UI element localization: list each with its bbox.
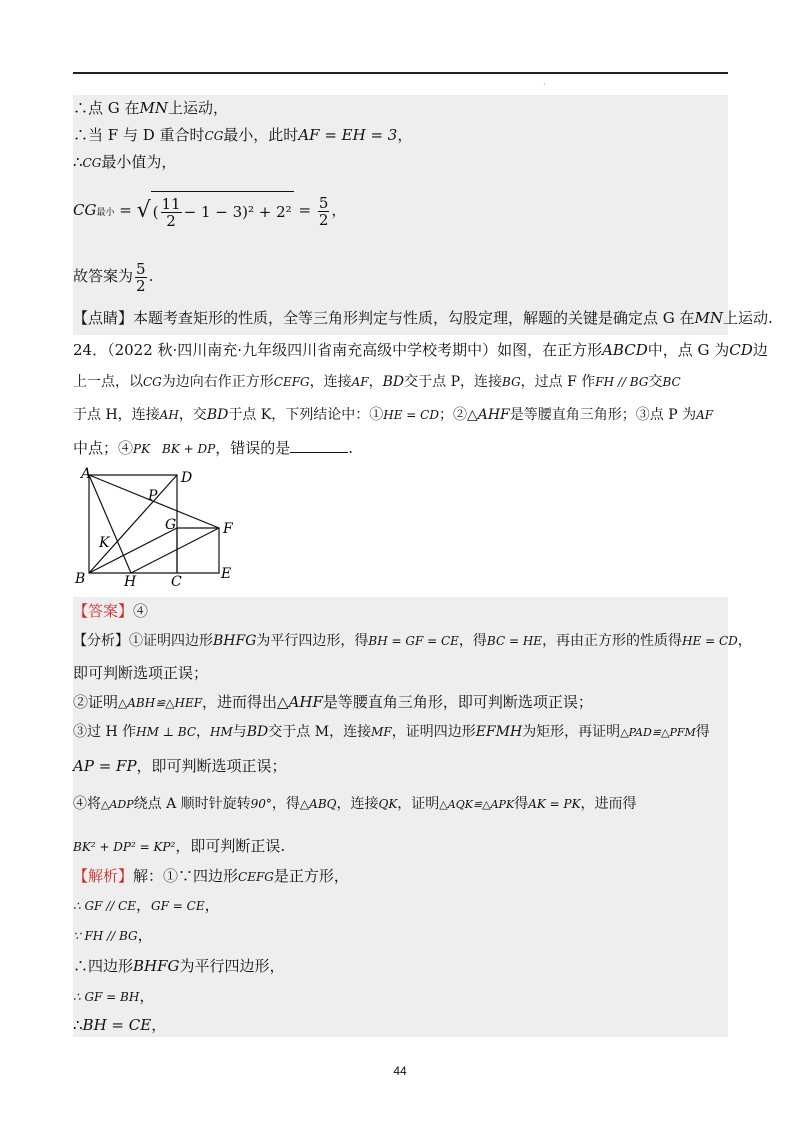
header-dot: · (543, 80, 546, 89)
analysis-line-4: ④将△ADP绕点 A 顺时针旋转90°，得△ABQ，连接QK，证明△AQK≌△APK得AK = PK，进而得 (73, 796, 637, 812)
solution-line-4: ∴四边形BHFG为平行四边形， (73, 957, 285, 975)
segment-bd (89, 475, 177, 573)
line-g-on-mn: ∴点 G 在MN上运动， (73, 99, 229, 117)
analysis-line-2: ②证明△ABH≌△HEF，进而得出△AHF是等腰直角三角形，即可判断选项正误； (73, 693, 593, 711)
solution-line-1: 【解析】解：①∵四边形CEFG是正方形， (73, 867, 349, 885)
geometry-figure (73, 465, 248, 590)
line-dianjing: 【点睛】本题考查矩形的性质，全等三角形判定与性质，勾股定理，解题的关键是确定点 G 在MN上运动. (73, 309, 773, 327)
question-24-line-3: 于点 H，连接AH，交BD于点 K，下列结论中：①HE = CD；②△AHF是等腰直角三角形；③点 P 为AF (73, 407, 714, 423)
min-formula: CG最小 = √ ( $\frac{11}{2}$ − 1 − 3)² + 2² = $\frac{5}{2}$ ， (73, 190, 728, 233)
analysis-line-3: ③过 H 作HM ⊥ BC，HM与BD交于点 M，连接MF，证明四边形EFMH为矩形，再证明△PAD≌△PFM得 (73, 724, 710, 740)
solution-line-5: ∴ GF = BH， (73, 987, 155, 1005)
analysis-line-4b: BK² + DP² = KP²，即可判断正误. (73, 837, 286, 855)
line-answer-value: 故答案为 $\frac{5}{2}$ . (73, 259, 154, 295)
question-24-line-1: 24．（2022 秋·四川南充·九年级四川省南充高级中学校考期中）如图，在正方形ABCD中，点 G 为CD边 (73, 341, 768, 359)
solution-line-6: ∴BH = CE， (73, 1016, 167, 1034)
analysis-line-1: 【分析】①证明四边形BHFG为平行四边形，得BH = GF = CE，得BC = HE，再由正方形的性质得HE = CD， (73, 633, 752, 649)
label-d: D (181, 470, 193, 486)
label-e: E (221, 566, 232, 582)
line-min-value: ∴CG最小值为， (73, 153, 177, 171)
question-24-line-2: 上一点，以CG为边向右作正方形CEFG，连接AF，BD交于点 P，连接BG，过点 F 作FH // BG交BC (73, 374, 681, 390)
page-number: 44 (393, 1064, 407, 1078)
answer-line: 【答案】④ (73, 602, 149, 620)
segment-fh (131, 528, 219, 573)
label-g: G (165, 517, 177, 533)
label-h: H (124, 574, 137, 590)
solution-line-2: ∴ GF // CE，GF = CE， (73, 896, 220, 914)
label-c: C (171, 574, 182, 590)
line-min-condition: ∴当 F 与 D 重合时CG最小，此时AF = EH = 3， (73, 126, 413, 144)
analysis-line-3b: AP = FP，即可判断选项正误； (73, 757, 287, 775)
header-rule (73, 72, 728, 74)
label-a: A (81, 466, 92, 482)
label-p: P (148, 488, 158, 504)
label-k: K (99, 535, 110, 551)
label-f: F (223, 521, 233, 537)
question-24-line-4: 中点；④PK BK + DP，错误的是 . (73, 439, 354, 457)
solution-line-3: ∵ FH // BG， (73, 926, 153, 944)
answer-blank (290, 438, 348, 453)
square-cefg (177, 528, 219, 573)
label-b: B (75, 571, 86, 587)
analysis-line-1b: 即可判断选项正误； (73, 664, 209, 682)
